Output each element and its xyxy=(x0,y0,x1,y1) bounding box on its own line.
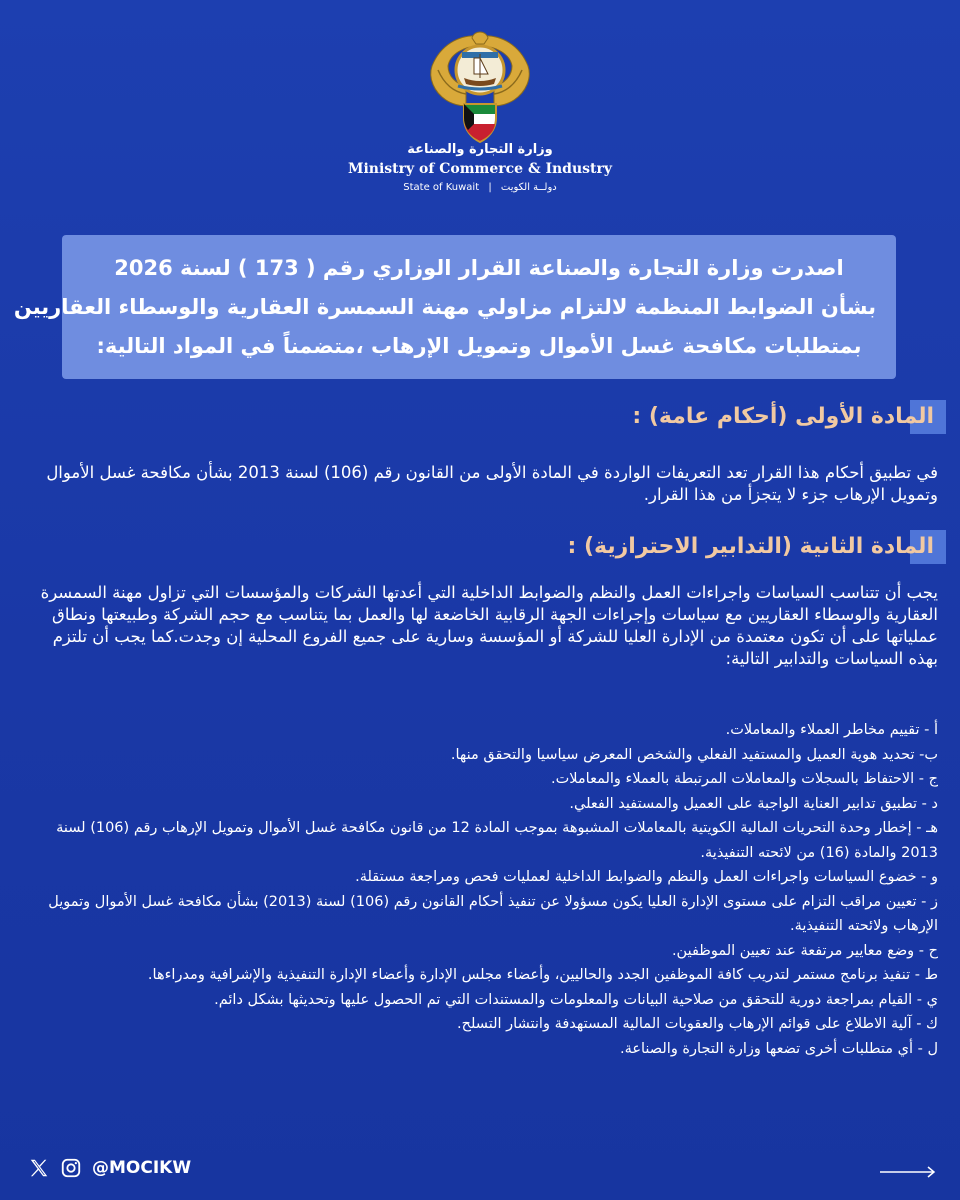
list-item: هـ - إخطار وحدة التحريات المالية الكويتية بالمعاملات المشبوهة بموجب المادة 12 من قانون مكافحة غسل الأموال وتمويل الإرهاب رقم (106) لسنة 2013 والمادة (16) من لائحته التنفيذية. xyxy=(56,820,938,861)
article1-heading-row xyxy=(22,402,938,432)
arrow-right-icon[interactable] xyxy=(880,1166,936,1178)
decree-title-box xyxy=(13,235,896,379)
state-line xyxy=(0,182,960,193)
list-item: ج - الاحتفاظ بالسجلات والمعاملات المرتبطة بالعملاء والمعاملات. xyxy=(551,771,938,787)
list-item: ب- تحديد هوية العميل والمستفيد الفعلي والشخص المعرض سياسيا والتحقق منها. xyxy=(450,746,938,763)
list-item: ط - تنفيذ برنامج مستمر لتدريب كافة الموظفين الجدد والحاليين، وأعضاء مجلس الإدارة وأعضاء الإدارة التنفيذية والإشرافية ومدراءها. xyxy=(147,967,938,983)
title-line: بمتطلبات مكافحة غسل الأموال وتمويل الإرهاب ،متضمناً في المواد التالية: xyxy=(96,334,862,358)
state-arabic: دولــة الكويت xyxy=(500,182,557,193)
list-item: ك - آلية الاطلاع على قوائم الإرهاب والعقوبات المالية المستهدفة وانتشار التسلح. xyxy=(457,1016,938,1032)
x-logo-icon[interactable] xyxy=(28,1157,50,1179)
title-line: اصدرت وزارة التجارة والصناعة القرار الوزاري رقم ( 173 ) لسنة 2026 xyxy=(114,256,844,280)
list-item: د - تطبيق تدابير العناية الواجبة على العميل والمستفيد الفعلي. xyxy=(569,795,938,812)
article2-body: يجب أن تتناسب السياسات واجراءات العمل والنظم والضوابط الداخلية التي أعدتها الشركات والمؤسسات التي تزاول مهنة السمسرة العقارية والوسطاء العقاريين مع سياسات وإجراءات الجهة الرقابية الخاضعة لها والعمل بما يتناسب مع حجم الشركة وطبيعتها ونطاق عملياتها على أن تكون معتمدة من الإدارة العليا للشركة أو المؤسسة وسارية على جميع الفروع المحلية إن وجدت.كما يجب أن تلتزم بهذه السياسات والتدابير التالية: xyxy=(40,583,938,668)
article1-heading-text: المادة الأولى (أحكام عامة) : xyxy=(632,404,934,429)
article2-heading-row xyxy=(22,532,938,562)
org-name-english: Ministry of Commerce & Industry xyxy=(347,161,613,177)
social-handle[interactable]: @MOCIKW xyxy=(92,1158,192,1178)
social-footer xyxy=(28,1156,191,1180)
instagram-icon[interactable] xyxy=(60,1157,82,1179)
state-separator: | xyxy=(488,182,492,193)
list-item: ح - وضع معايير مرتفعة عند تعيين الموظفين. xyxy=(671,942,938,959)
article2-heading xyxy=(568,532,938,562)
list-item: أ - تقييم مخاطر العملاء والمعاملات. xyxy=(725,722,938,738)
state-english: State of Kuwait xyxy=(403,182,480,193)
article1-heading xyxy=(632,402,938,432)
list-item: ل - أي متطلبات أخرى تضعها وزارة التجارة والصناعة. xyxy=(619,1040,938,1057)
org-name-arabic: وزارة التجارة والصناعة xyxy=(407,142,553,157)
list-item: و - خضوع السياسات واجراءات العمل والنظم والضوابط الداخلية لعمليات فحص ومراجعة مستقلة. xyxy=(355,869,938,885)
article2-items-list xyxy=(22,718,938,1061)
title-line: بشأن الضوابط المنظمة لالتزام مزاولي مهنة السمسرة العقارية والوسطاء العقاريين xyxy=(13,295,876,319)
article2-heading-text: المادة الثانية (التدابير الاحترازية) : xyxy=(567,534,934,559)
list-item: ز - تعيين مراقب التزام على مستوى الإدارة العليا يكون مسؤولا عن تنفيذ أحكام القانون رقم (106) لسنة (2013) بشأن مكافحة غسل الأموال وتمويل الإرهاب ولائحته التنفيذية. xyxy=(48,893,938,934)
list-item: ي - القيام بمراجعة دورية للتحقق من صلاحية البيانات والمعلومات والمستندات التي تم الحصول عليها وتحديثها بشكل دائم. xyxy=(214,991,938,1008)
kuwait-emblem-icon xyxy=(418,26,542,146)
article1-body: في تطبيق أحكام هذا القرار تعد التعريفات الواردة في المادة الأولى من القانون رقم (106) لسنة 2013 بشأن مكافحة غسل الأموال وتمويل الإرهاب جزء لا يتجزأ من هذا القرار. xyxy=(46,463,938,504)
